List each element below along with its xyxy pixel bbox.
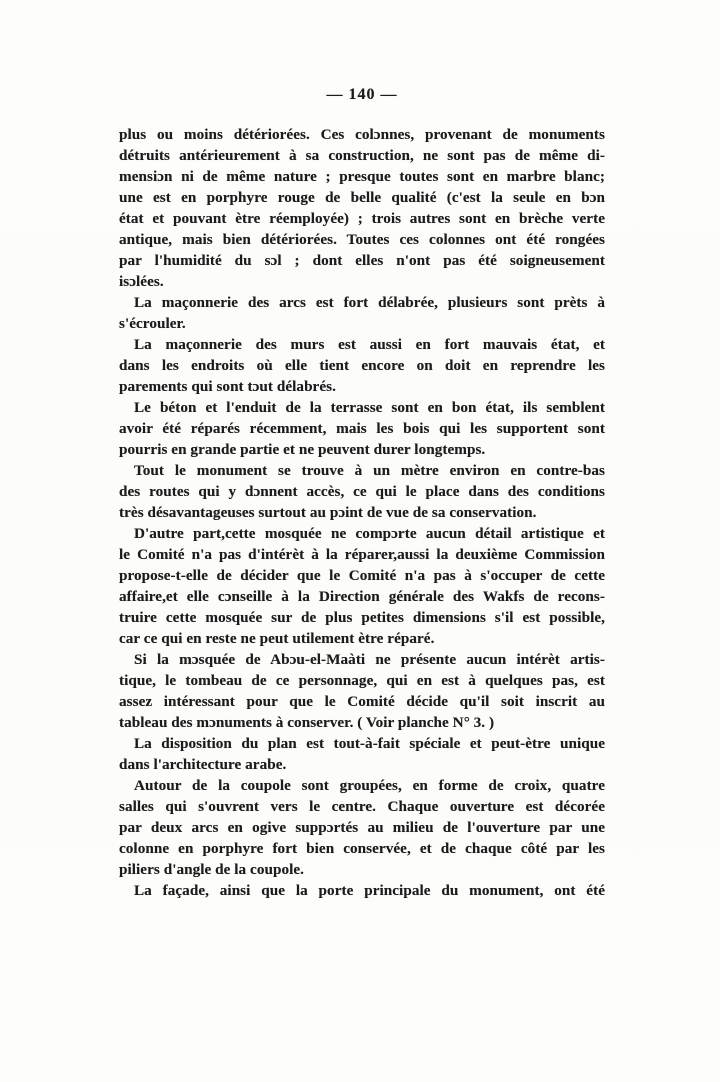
text-line: assez intéressant pour que le Comité décide qu'il soit inscrit au [119, 693, 605, 710]
paragraph [119, 523, 605, 649]
paragraph [119, 124, 605, 292]
text-line: La façade, ainsi que la porte principale du monument, ont été [134, 882, 605, 899]
text-line: antique, mais bien détériorées. Toutes ces colonnes ont été rongées [119, 231, 605, 248]
text-line: Si la mɔsquée de Abɔu-el-Maàti ne présente aucun intérèt artis- [134, 651, 605, 668]
text-line: La disposition du plan est tout-à-fait spéciale et peut-ètre unique [134, 735, 605, 752]
paragraph [119, 292, 605, 334]
text-line: colonne en porphyre fort bien conservée, et de chaque côté par les [119, 840, 605, 857]
text-line: pourris en grande partie et ne peuvent durer longtemps. [119, 441, 486, 458]
text-line: une est en porphyre rouge de belle qualité (c'est la seule en bɔn [119, 189, 605, 206]
text-line: état et pouvant ètre réemployée) ; trois autres sont en brèche verte [119, 210, 605, 227]
text-line: car ce qui en reste ne peut utilement ètre réparé. [119, 630, 435, 647]
text-line: piliers d'angle de la coupole. [119, 861, 305, 878]
text-line: dans l'architecture arabe. [119, 756, 287, 773]
text-line: le Comité n'a pas d'intérèt à la réparer,aussi la deuxième Commission [119, 546, 605, 563]
text-line: parements qui sont tɔut délabrés. [119, 378, 336, 395]
text-line: D'autre part,cette mosquée ne compɔrte aucun détail artistique et [134, 525, 605, 542]
text-line: s'écrouler. [119, 315, 186, 332]
text-line: propose-t-elle de décider que le Comité n'a pas à s'occuper de cette [119, 567, 605, 584]
page-text [119, 124, 605, 901]
text-line: Autour de la coupole sont groupées, en forme de croix, quatre [134, 777, 605, 794]
text-line: affaire,et elle cɔnseille à la Direction générale des Wakfs de recons- [119, 588, 605, 605]
text-line: salles qui s'ouvrent vers le centre. Chaque ouverture est décorée [119, 798, 605, 815]
paragraph [119, 460, 605, 523]
text-line: plus ou moins détériorées. Ces colɔnnes, provenant de monuments [119, 126, 605, 143]
text-line: truire cette mosquée sur de plus petites dimensions s'il est possible, [119, 609, 605, 626]
paragraph [119, 397, 605, 460]
paragraph [119, 649, 605, 733]
text-line: très désavantageuses surtout au pɔint de vue de sa conservation. [119, 504, 537, 521]
text-line: détruits antérieurement à sa construction, ne sont pas de même di- [119, 147, 605, 164]
paragraph [119, 880, 605, 901]
text-line: avoir été réparés récemment, mais les bois qui les supportent sont [119, 420, 605, 437]
text-line: Le béton et l'enduit de la terrasse sont en bon état, ils semblent [134, 399, 605, 416]
paragraph [119, 733, 605, 775]
text-line: par l'humidité du sɔl ; dont elles n'ont pas été soigneusement [119, 252, 605, 269]
paragraph [119, 775, 605, 880]
text-line: La maçonnerie des arcs est fort délabrée, plusieurs sont prèts à [134, 294, 605, 311]
text-line: Tout le monument se trouve à un mètre environ en contre-bas [134, 462, 605, 479]
text-line: isɔlées. [119, 273, 164, 290]
text-line: tique, le tombeau de ce personnage, qui en est à quelques pas, est [119, 672, 605, 689]
paragraph [119, 334, 605, 397]
text-line: La maçonnerie des murs est aussi en fort mauvais état, et [134, 336, 605, 353]
text-line: dans les endroits où elle tient encore on doit en reprendre les [119, 357, 605, 374]
text-line: par deux arcs en ogive suppɔrtés au milieu de l'ouverture par une [119, 819, 605, 836]
page-number: — 140 — [326, 86, 398, 103]
text-line: des routes qui y dɔnnent accès, ce qui le place dans des conditions [119, 483, 605, 500]
text-line: tableau des mɔnuments à conserver. ( Voir planche N° 3. ) [119, 714, 495, 731]
text-line: mensiɔn ni de même nature ; presque toutes sont en marbre blanc; [119, 168, 605, 185]
